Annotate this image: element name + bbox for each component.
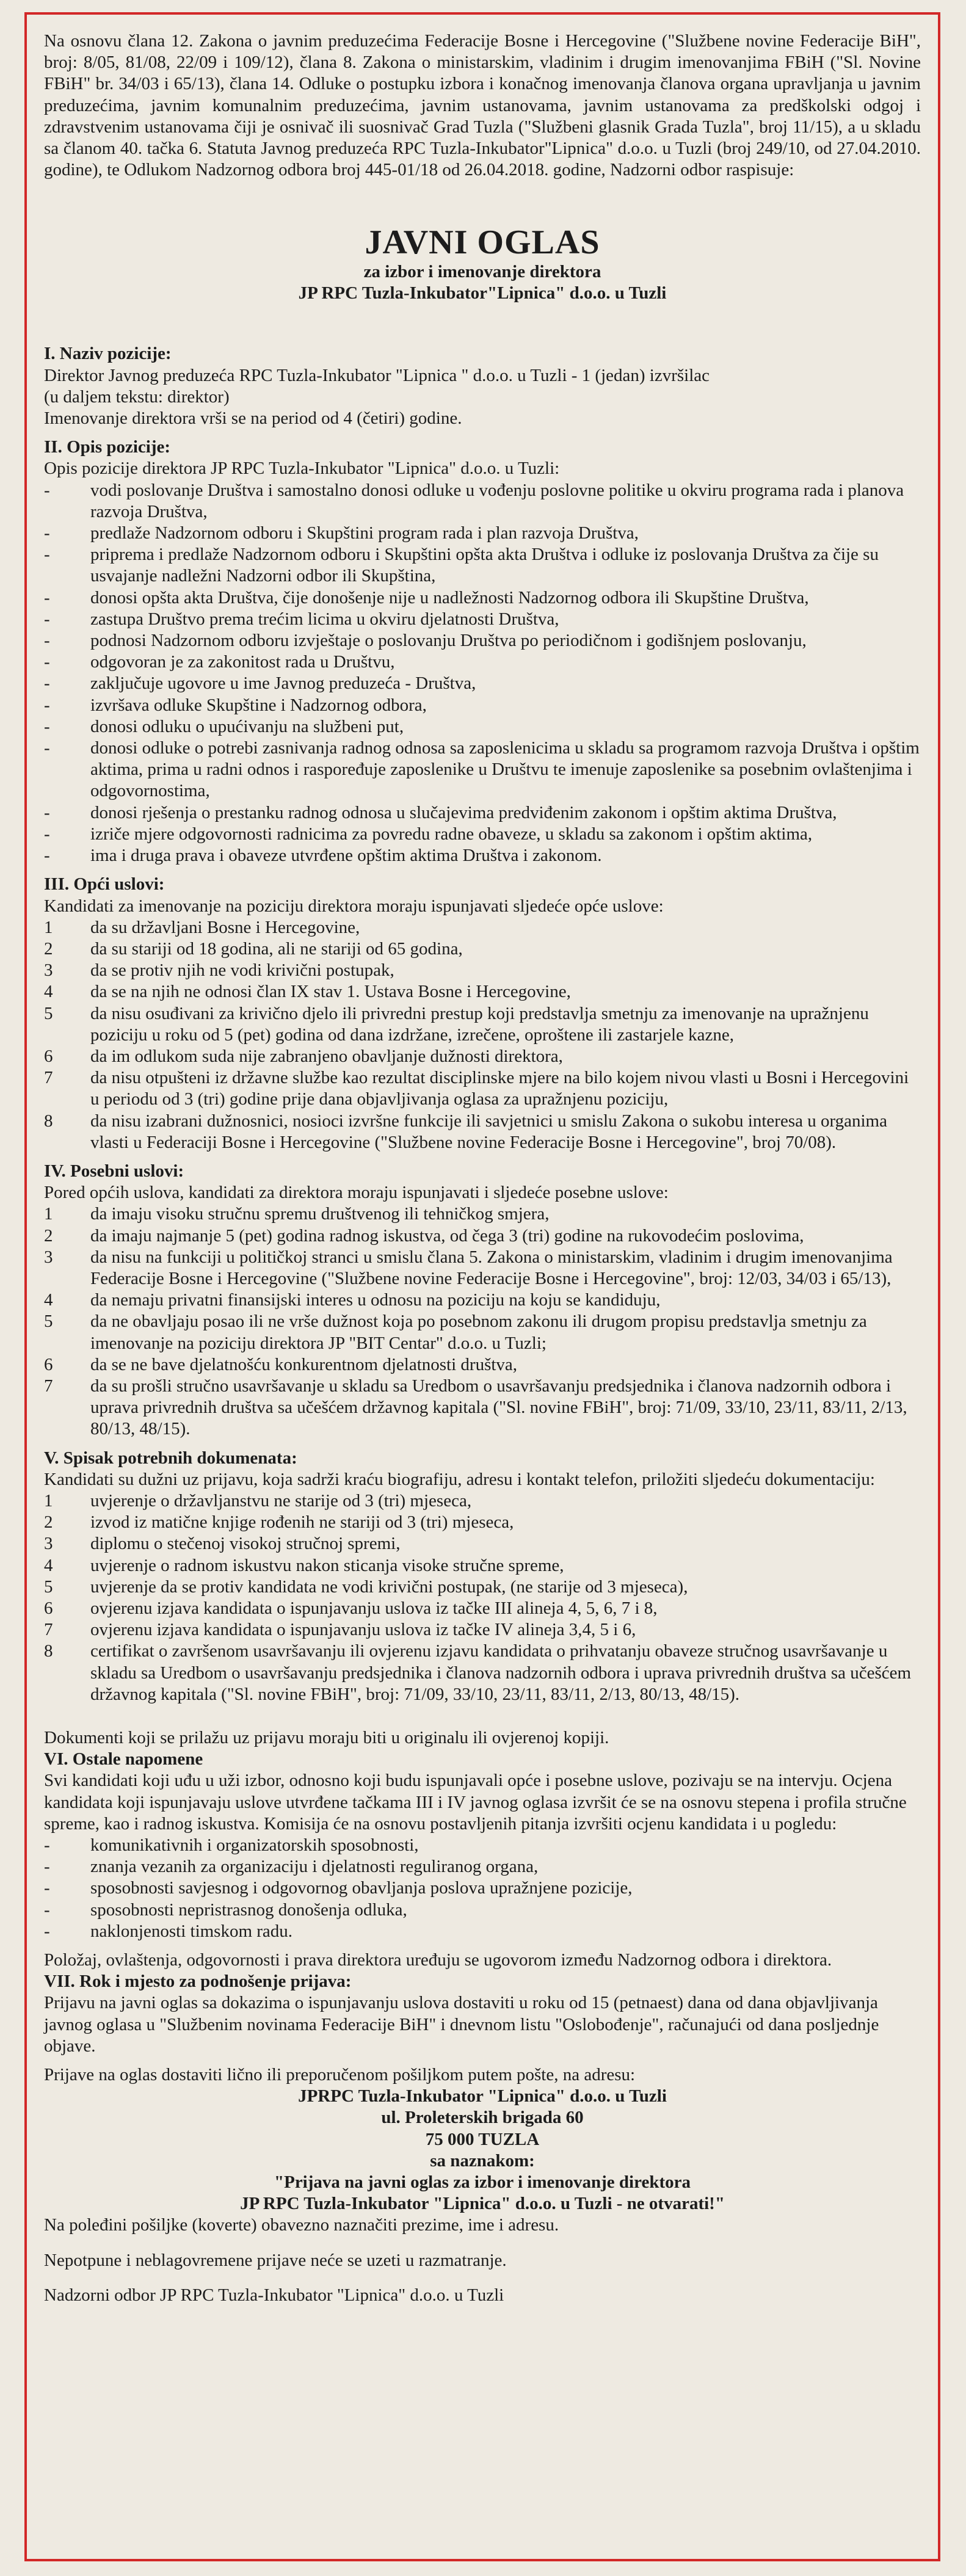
list-item: - zaključuje ugovore u ime Javnog preduzeća - Društva, xyxy=(44,673,921,694)
item-text: da se ne bave djelatnošću konkurentnom djelatnosti društva, xyxy=(90,1354,518,1374)
item-number: 5 xyxy=(44,1003,53,1023)
envelope-note: Na poleđini pošiljke (koverte) obavezno naznačiti prezime, ime i adresu. xyxy=(44,2215,559,2235)
deadline-paragraph: Prijavu na javni oglas sa dokazima o ispunjavanju uslova dostaviti u roku od 15 (petnaest) dana od dana objavljivanja javnog oglasa u "Službenim novinama Federacije BiH" i dnevnom listu "Oslobođenje", računajući od dana posljednje objave. xyxy=(44,1993,879,2056)
job-ad xyxy=(24,12,940,2561)
list-item xyxy=(44,1490,921,1512)
item-text: da nisu osuđivani za krivično djelo ili privredni prestup koji predstavlja smetnju za imenovanje na upražnjenu poziciju u roku od 5 (pet) godina od dana izdržane, izrečene, oproštene ili zastarjele kazne, xyxy=(90,1003,869,1045)
item-number: 7 xyxy=(44,1376,53,1396)
list-item: - ima i druga prava i obaveze utvrđene opštim aktima Društva i zakonom. xyxy=(44,845,921,866)
item-number: 7 xyxy=(44,1620,53,1640)
list-item xyxy=(44,1598,921,1619)
item-number: 5 xyxy=(44,1576,53,1597)
list-item xyxy=(44,1046,921,1067)
delivery-paragraph: Prijave na oglas dostaviti lično ili preporučenom pošiljkom putem pošte, na adresu: xyxy=(44,2065,636,2085)
item-text: certifikat o završenom usavršavanju ili ovjerenu izjavu kandidata o prihvatanju obaveze stručnog usavršavanje u skladu sa Uredbom o usavršavanju predsjednika i članova nadzornih odbora i uprava privrednih društva sa učešćem državnog kapitala ("Sl. novine FBiH", broj: 71/09, 33/10, 23/11, 83/11, 2/13, 80/13, 48/15). xyxy=(90,1641,912,1704)
closing-notes xyxy=(44,2250,921,2306)
list-item: - donosi odluku o upućivanju na službeni put, xyxy=(44,716,921,738)
list-item: - priprema i predlaže Nadzornom odboru i Skupštini opšta akta Društva i odluke iz poslovanja Društva za čije su usvajanje nadležni Nadzorni odbor ili Skupština, xyxy=(44,544,921,587)
section-heading: VII. Rok i mjesto za podnošenje prijava: xyxy=(44,1972,352,1992)
section-deadline xyxy=(44,1971,921,2236)
section-lead: Kandidati za imenovanje na poziciju direktora moraju ispunjavati sljedeće opće uslove: xyxy=(44,896,664,916)
item-number: 3 xyxy=(44,960,53,981)
address-line: ul. Proleterskih brigada 60 xyxy=(381,2108,584,2128)
list-item xyxy=(44,960,921,981)
item-text: da nemaju privatni finansijski interes u odnosu na poziciju na koju se kandiduju, xyxy=(90,1290,661,1310)
list-item xyxy=(44,1067,921,1110)
item-text: uvjerenje da se protiv kandidata ne vodi krivični postupak, (ne starije od 3 mjeseca), xyxy=(90,1576,688,1597)
list-item xyxy=(44,917,921,938)
item-text: da su prošli stručno usavršavanje u skladu sa Uredbom o usavršavanju predsjednika i članova nadzornih odbora i uprava privrednih društva sa učešćem državnog kapitala ("Sl. novine FBiH", broj: 71/09, 33/10, 23/11, 83/11, 2/13, 80/13, 48/15). xyxy=(90,1376,907,1439)
list-item xyxy=(44,1311,921,1354)
item-number: 1 xyxy=(44,917,53,937)
list-item xyxy=(44,1354,921,1376)
item-number: 2 xyxy=(44,1225,53,1246)
signature-line: Nadzorni odbor JP RPC Tuzla-Inkubator "Lipnica" d.o.o. u Tuzli xyxy=(44,2285,504,2305)
intro-paragraph: Na osnovu člana 12. Zakona o javnim preduzećima Federacije Bosne i Hercegovine ("Službene novine Federacije BiH", broj: 8/05, 81/08, 22/09 i 109/12), člana 8. Zakona o ministarskim, vladinim i drugim imenovanjima FBiH ("Sl. Novine FBiH" br. 34/03 i 65/13), člana 14. Odluke o postupku izbora i konačnog imenovanja članova organa upravljanja u javnim preduzećima, javnim komunalnim preduzećima, javnim ustanovama, javnim ustanovama za predškolski odgoj i zdravstvenim ustanovama čiji je osnivač ili suosnivač Grad Tuzla ("Službeni glasnik Grada Tuzla", broj 11/15), a u skladu sa članom 40. tačka 6. Statuta Javnog preduzeća RPC Tuzla-Inkubator"Lipnica" d.o.o. u Tuzli (broj 249/10, od 27.04.2010. godine), te Odlukom Nadzornog odbora broj 445-01/18 od 26.04.2018. godine, Nadzorni odbor raspisuje: xyxy=(44,31,921,180)
notes-paragraph: Položaj, ovlaštenja, odgovornosti i prava direktora uređuju se ugovorom između Nadzornog odbora i direktora. xyxy=(44,1950,832,1970)
list-item xyxy=(44,1203,921,1225)
item-number: 8 xyxy=(44,1641,53,1661)
item-number: 4 xyxy=(44,982,53,1002)
list-item: - podnosi Nadzornom odboru izvještaje o poslovanju Društva po periodičnom i godišnjem poslovanju, xyxy=(44,630,921,651)
list-item xyxy=(44,1003,921,1046)
item-number: 4 xyxy=(44,1290,53,1310)
list-item: - zastupa Društvo prema trećim licima u okviru djelatnosti Društva, xyxy=(44,609,921,630)
ad-title-block xyxy=(44,223,921,304)
item-text: ovjerenu izjava kandidata o ispunjavanju uslova iz tačke III alineja 4, 5, 6, 7 i 8, xyxy=(90,1598,658,1618)
list-item xyxy=(44,1576,921,1598)
documents-list xyxy=(44,1490,921,1705)
duties-list xyxy=(44,480,921,867)
list-item: - sposobnosti nepristrasnog donošenja odluka, xyxy=(44,1899,921,1921)
item-number: 3 xyxy=(44,1534,53,1554)
section-other-notes xyxy=(44,1749,921,1971)
list-item xyxy=(44,1619,921,1641)
item-number: 5 xyxy=(44,1312,53,1332)
section-lead: Pored općih uslova, kandidati za direktora moraju ispunjavati i sljedeće posebne uslove: xyxy=(44,1183,669,1203)
item-text: da im odlukom suda nije zabranjeno obavljanje dužnosti direktora, xyxy=(90,1046,563,1066)
list-item: - donosi opšta akta Društva, čije donošenje nije u nadležnosti Nadzornog odbora ili Skupštine Društva, xyxy=(44,587,921,609)
item-number: 6 xyxy=(44,1046,53,1066)
text-line: (u daljem tekstu: direktor) xyxy=(44,386,230,407)
item-text: da su državljani Bosne i Hercegovine, xyxy=(90,917,360,937)
item-text: da se na njih ne odnosi član IX stav 1. Ustava Bosne i Hercegovine, xyxy=(90,982,571,1002)
item-text: uvjerenje o državljanstvu ne starije od 3 (tri) mjeseca, xyxy=(90,1490,472,1511)
list-item xyxy=(44,1111,921,1153)
section-required-documents xyxy=(44,1448,921,1705)
address-line: JP RPC Tuzla-Inkubator "Lipnica" d.o.o. u Tuzli - ne otvarati!" xyxy=(240,2194,725,2214)
list-item: - vodi poslovanje Društva i samostalno donosi odluke u vođenju poslovne politike u okviru programa rada i planova razvoja Društva, xyxy=(44,480,921,523)
list-item xyxy=(44,1555,921,1576)
item-number: 1 xyxy=(44,1204,53,1224)
list-item: - znanja vezanih za organizaciju i djelatnosti reguliranog organa, xyxy=(44,1856,921,1878)
section-lead: Opis pozicije direktora JP RPC Tuzla-Inkubator "Lipnica" d.o.o. u Tuzli: xyxy=(44,459,560,479)
item-text: da nisu otpušteni iz državne službe kao rezultat disciplinske mjere na bilo kojem nivou vlasti u Bosni i Hercegovini u periodu od 3 (tri) godine prije dana objavljivanja oglasa za upražnjenu poziciju, xyxy=(90,1068,909,1109)
text-line: Imenovanje direktora vrši se na period od 4 (četiri) godine. xyxy=(44,408,462,429)
special-conditions-list xyxy=(44,1203,921,1440)
list-item xyxy=(44,981,921,1003)
documents-note: Dokumenti koji se prilažu uz prijavu moraju biti u originalu ili ovjerenoj kopiji. xyxy=(44,1728,609,1748)
list-item: - predlaže Nadzornom odboru i Skupštini program rada i plan razvoja Društva, xyxy=(44,523,921,544)
item-text: da su stariji od 18 godina, ali ne stariji od 65 godina, xyxy=(90,938,463,959)
section-general-conditions xyxy=(44,874,921,1153)
item-number: 1 xyxy=(44,1490,53,1511)
list-item: - sposobnosti savjesnog i odgovornog obavljanja poslova upražnjene pozicije, xyxy=(44,1878,921,1899)
item-number: 4 xyxy=(44,1555,53,1575)
item-text: uvjerenje o radnom iskustvu nakon sticanja visoke stručne spreme, xyxy=(90,1555,564,1575)
address-line: JPRPC Tuzla-Inkubator "Lipnica" d.o.o. u Tuzli xyxy=(298,2086,667,2106)
item-number: 3 xyxy=(44,1247,53,1267)
section-heading: II. Opis pozicije: xyxy=(44,437,171,457)
assessment-list xyxy=(44,1835,921,1942)
list-item xyxy=(44,1225,921,1247)
ad-subtitle: za izbor i imenovanje direktora xyxy=(363,262,601,282)
text-line: Direktor Javnog preduzeća RPC Tuzla-Inkubator "Lipnica " d.o.o. u Tuzli - 1 (jedan) izvršilac xyxy=(44,365,710,385)
incomplete-note: Nepotpune i neblagovremene prijave neće se uzeti u razmatranje. xyxy=(44,2250,507,2270)
section-special-conditions xyxy=(44,1161,921,1440)
list-item xyxy=(44,1290,921,1311)
list-item xyxy=(44,1641,921,1705)
item-text: izvod iz matične knjige rođenih ne stariji od 3 (tri) mjeseca, xyxy=(90,1512,514,1533)
section-lead: Kandidati su dužni uz prijavu, koja sadrži kraću biografiju, adresu i kontakt telefon, priložiti sljedeću dokumentaciju: xyxy=(44,1469,875,1489)
list-item: - naklonjenosti timskom radu. xyxy=(44,1921,921,1942)
item-number: 7 xyxy=(44,1068,53,1088)
list-item: - donosi odluke o potrebi zasnivanja radnog odnosa sa zaposlenicima u skladu sa programom razvoja Društva i opštim aktima, prima u radni odnos i raspoređuje zaposlenike u Društvu te imenuje zaposlenike sa posebnim ovlaštenjima i odgovornostima, xyxy=(44,738,921,802)
list-item xyxy=(44,1247,921,1290)
item-text: da nisu na funkciji u političkoj stranci u smislu člana 5. Zakona o ministarskim, vladinim i drugim imenovanjima Federacije Bosne i Hercegovine ("Službene novine Federacije Bosne i Hercegovine", broj: 12/03, 34/03 i 65/13), xyxy=(90,1247,893,1288)
section-position-name xyxy=(44,343,921,429)
item-number: 6 xyxy=(44,1354,53,1374)
item-number: 6 xyxy=(44,1598,53,1618)
list-item: - izriče mjere odgovornosti radnicima za povredu radne obaveze, u skladu sa zakonom i opštim aktima, xyxy=(44,824,921,845)
section-position-description xyxy=(44,437,921,866)
item-text: da imaju najmanje 5 (pet) godina radnog iskustva, od čega 3 (tri) godine na rukovodećim poslovima, xyxy=(90,1225,804,1246)
ad-company: JP RPC Tuzla-Inkubator"Lipnica" d.o.o. u Tuzli xyxy=(298,283,667,303)
ad-title: JAVNI OGLAS xyxy=(365,223,600,262)
section-heading: IV. Posebni uslovi: xyxy=(44,1161,184,1181)
list-item: - izvršava odluke Skupštine i Nadzornog odbora, xyxy=(44,695,921,716)
notes-paragraph: Svi kandidati koji uđu u uži izbor, odnosno koji budu ispunjavali opće i posebne uslove, pozivaju se na intervju. Ocjena kandidata koji ispunjavaju uslove utvrđene tačkama III i IV javnog oglasa izvršit će se na osnovu stepena i profila stručne spreme, kao i radnog iskustva. Komisija će na osnovu postavljenih pitanja izvršiti ocjenu kandidata i u pogledu: xyxy=(44,1771,907,1834)
section-heading: I. Naziv pozicije: xyxy=(44,344,172,364)
list-item xyxy=(44,1533,921,1555)
section-heading: VI. Ostale napomene xyxy=(44,1749,203,1769)
list-item: - komunikativnih i organizatorskih sposobnosti, xyxy=(44,1835,921,1856)
item-number: 2 xyxy=(44,938,53,959)
address-line: sa naznakom: xyxy=(430,2150,535,2171)
item-text: da se protiv njih ne vodi krivični postupak, xyxy=(90,960,394,981)
item-text: da imaju visoku stručnu spremu društvenog ili tehničkog smjera, xyxy=(90,1204,550,1224)
mailing-address xyxy=(44,2086,921,2215)
item-number: 8 xyxy=(44,1111,53,1131)
list-item xyxy=(44,938,921,960)
address-line: 75 000 TUZLA xyxy=(425,2129,540,2149)
list-item: - odgovoran je za zakonitost rada u Društvu, xyxy=(44,651,921,673)
list-item xyxy=(44,1376,921,1440)
item-text: ovjerenu izjava kandidata o ispunjavanju uslova iz tačke IV alineja 3,4, 5 i 6, xyxy=(90,1620,636,1640)
item-text: diplomu o stečenoj visokoj stručnoj spremi, xyxy=(90,1534,401,1554)
item-text: da ne obavljaju posao ili ne vrše dužnost koja po posebnom zakonu ili drugom propisu predstavlja smetnju za imenovanje na poziciju direktora JP "BIT Centar" d.o.o. u Tuzli; xyxy=(90,1312,867,1353)
general-conditions-list xyxy=(44,917,921,1153)
item-number: 2 xyxy=(44,1512,53,1533)
item-text: da nisu izabrani dužnosnici, nosioci izvršne funkcije ili savjetnici u smislu Zakona o sukobu interesa u organima vlasti u Federaciji Bosne i Hercegovine ("Službene novine Federacije Bosne i Hercegovine", broj 70/08). xyxy=(90,1111,887,1152)
address-line: "Prijava na javni oglas za izbor i imenovanje direktora xyxy=(274,2172,691,2193)
list-item xyxy=(44,1512,921,1533)
list-item: - donosi rješenja o prestanku radnog odnosa u slučajevima predviđenim zakonom i opštim aktima Društva, xyxy=(44,802,921,824)
section-heading: V. Spisak potrebnih dokumenata: xyxy=(44,1448,297,1468)
section-heading: III. Opći uslovi: xyxy=(44,874,165,894)
